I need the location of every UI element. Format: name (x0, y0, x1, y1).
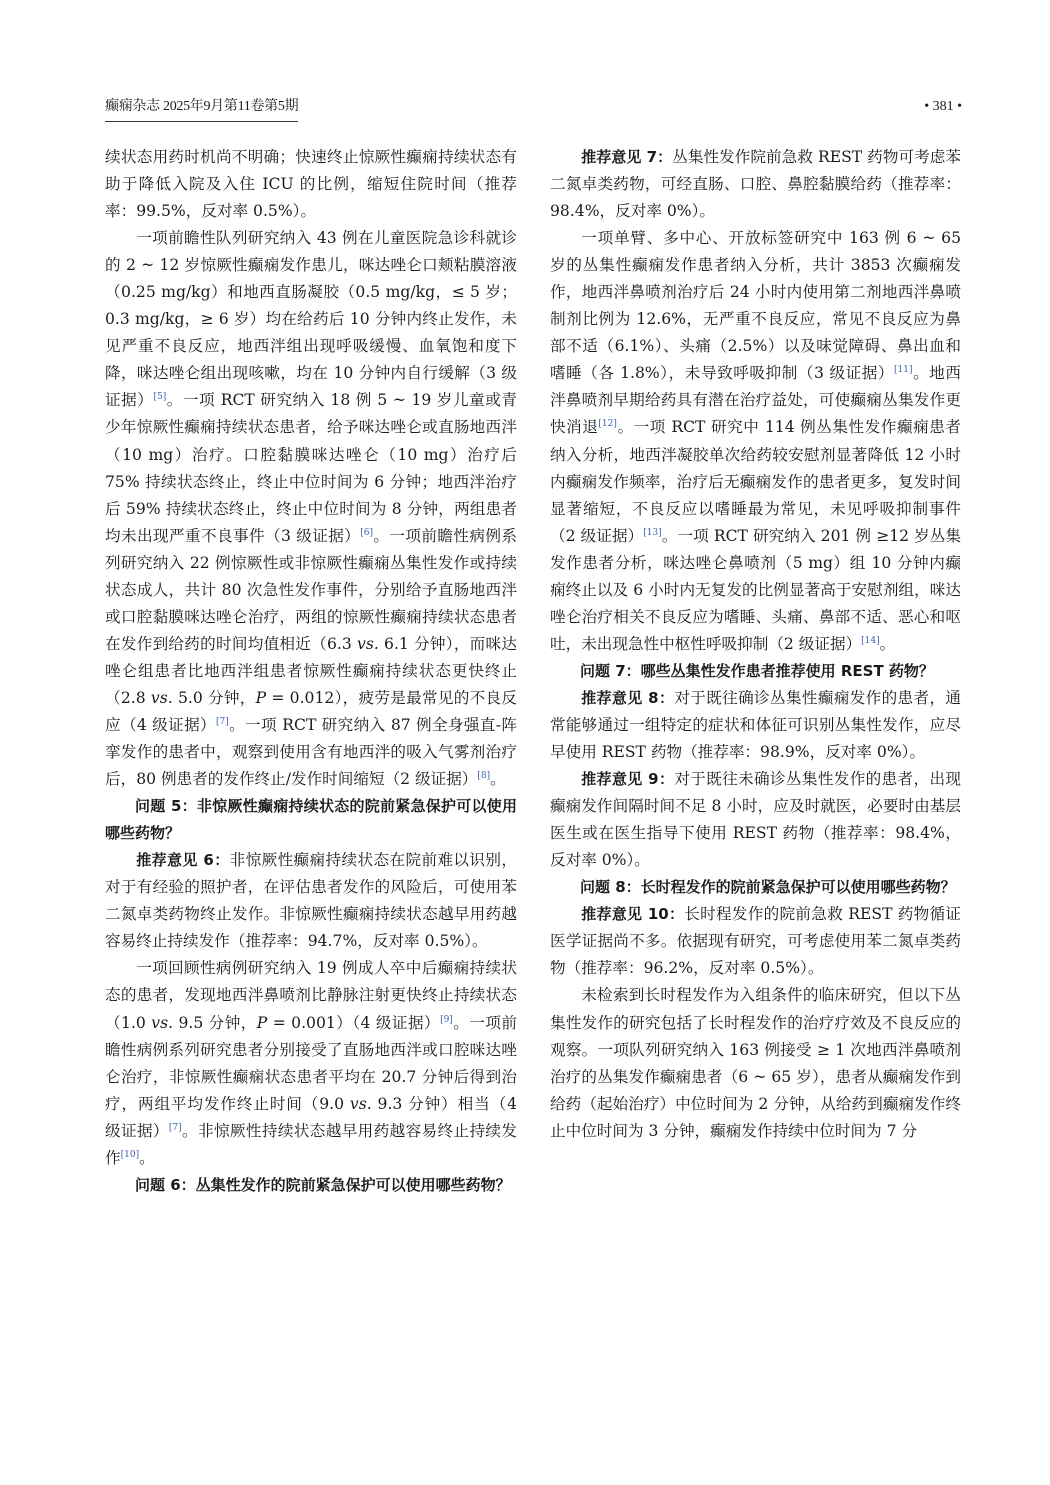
recommendation-text: 丛集性发作院前急救 REST 药物可考虑苯二氮卓类药物，可经直肠、口腔、鼻腔黏膜给药（推荐率：98.4%，反对率 0%）。 (550, 148, 961, 221)
recommendation-text: 非惊厥性癫痫持续状态在院前难以识别，对于有经验的照护者，在评估患者发作的风险后，可使用苯二氮卓类药物终止发作。非惊厥性癫痫持续状态越早用药越容易终止持续发作（推荐率：94.7%，反对率 0.5%）。 (105, 851, 517, 951)
text-run: 。一项 RCT 研究纳入 87 例全身强直-阵挛发作的患者中，观察到使用含有地西泮的吸入气雾剂治疗后，80 例患者的发作终止/发作时间缩短（2 级证据） (105, 715, 517, 789)
p-value-label: P (256, 1013, 268, 1032)
paragraph-nonconvulsive-studies (105, 955, 517, 1171)
vs-italic: vs. (349, 1094, 372, 1113)
text-run: 。非惊厥性持续状态越早用药越容易终止持续发作 (105, 1121, 517, 1167)
text-run: = 0.001）（4 级证据） (267, 1013, 441, 1032)
vs-italic: vs. (357, 634, 379, 653)
paragraph-prolonged-seizures: 未检索到长时程发作为入组条件的临床研究，但以下丛集性发作的研究包括了长时程发作的治疗疗效及不良反应的观察。一项队列研究纳入 163 例接受 ≥ 1 次地西泮鼻喷剂治疗的丛集发作癫痫患者（6 ~ 65 岁），患者从癫痫发作到给药（起始治疗）中位时间为 2 分钟，从给药到癫痫发作终止中位时间为 3 分钟，癫痫发作持续中位时间为 7 分 (550, 986, 961, 1140)
text-run: 一项前瞻性队列研究纳入 43 例在儿童医院急诊科就诊的 2 ~ 12 岁惊厥性癫痫发作患儿，咪达唑仑口颊粘膜溶液（0.25 mg/kg）和地西直肠凝胶（0.5 mg/kg，≤ 5 岁；0.3 mg/kg，≥ 6 岁）均在给药后 10 分钟内终止发作，未见严重不良反应，地西泮组出现呼吸缓慢、血氧饱和度下降，咪达唑仑组出现咳嗽，均在 10 分钟内自行缓解（3 级证据） (105, 229, 517, 410)
running-header (105, 96, 962, 126)
text-run: 一项单臂、多中心、开放标签研究中 163 例 6 ~ 65 岁的丛集性癫痫发作患者纳入分析，共计 3853 次癫痫发作，地西泮鼻喷剂治疗后 24 小时内使用第二剂地西泮鼻喷制剂比例为 12.6%，无严重不良反应，常见不良反应为鼻部不适（6.1%）、头痛（2.5%）以及味觉障碍、鼻出血和嗜睡（各 1.8%），未导致呼吸抑制（3 级证据） (550, 229, 961, 383)
recommendation-text: 长时程发作的院前急救 REST 药物循证医学证据尚不多。依据现有研究，可考虑使用苯二氮卓类药物（推荐率：96.2%，反对率 0.5%）。 (550, 905, 961, 978)
recommendation-text: 对于既往未确诊丛集性发作的患者，出现癫痫发作间隔时间不足 8 小时，应及时就医，必要时由基层医生或在医生指导下使用 REST 药物（推荐率：98.4%，反对率 0%）。 (550, 770, 961, 870)
text-run: 。地西泮鼻喷剂早期给药具有潜在治疗益处，可使癫痫丛集发作更快消退 (550, 364, 961, 437)
text-run: 6.1 分钟），而咪达唑仑组患者比地西泮组患者惊厥性癫痫持续状态更快终止（2.8 (105, 634, 517, 707)
citation-link[interactable]: [5] (153, 392, 167, 403)
citation-link[interactable]: [6] (360, 527, 373, 538)
page-number: • 381 • (924, 99, 962, 114)
question-7-heading: 问题 7：哪些丛集性发作患者推荐使用 REST 药物？ (580, 661, 934, 680)
recommendation-label: 推荐意见 9： (581, 770, 675, 789)
text-run: 。一项 RCT 研究纳入 201 例 ≥12 岁丛集发作患者分析，咪达唑仑鼻喷剂（5 mg）组 10 分钟内癫痫终止以及 6 小时内无复发的比例显著高于安慰剂组，咪达唑仑治疗相关不良反应为嗜睡、头痛、鼻部不适、恶心和呕吐，未出现急性中枢性呼吸抑制（2 级证据） (550, 526, 961, 653)
citation-link[interactable]: [10] (120, 1149, 140, 1160)
paragraph-convulsive-studies (105, 225, 517, 793)
text-run: 。 (490, 770, 506, 789)
text-run: 。一项 RCT 研究纳入 18 例 5 ~ 19 岁儿童或青少年惊厥性癫痫持续状态患者，给予咪达唑仑或直肠地西泮（10 mg）治疗。口腔黏膜咪达唑仑（10 mg）治疗后 75% 持续状态终止，终止中位时间为 6 分钟；地西泮治疗后 59% 持续状态终止，终止中位时间为 8 分钟，两组患者均未出现严重不良事件（3 级证据） (105, 391, 517, 545)
recommendation-7 (550, 144, 961, 225)
text-run: 5.0 分钟， (172, 688, 256, 707)
right-column (550, 144, 961, 1145)
recommendation-label: 推荐意见 10： (581, 905, 685, 924)
text-run: 一项回顾性病例研究纳入 19 例成人卒中后癫痫持续状态的患者，发现地西泮鼻喷剂比静脉注射更快终止持续状态（1.0 (105, 959, 517, 1032)
text-run: 。 (879, 634, 896, 653)
journal-title: 癫痫杂志 2025年9月第11卷第5期 (105, 96, 298, 122)
question-5-heading: 问题 5：非惊厥性癫痫持续状态的院前紧急保护可以使用哪些药物？ (105, 797, 517, 843)
recommendation-label: 推荐意见 8： (581, 688, 675, 707)
paragraph-continuation: 续状态用药时机尚不明确；快速终止惊厥性癫痫持续状态有助于降低入院及入住 ICU 的比例，缩短住院时间（推荐率：99.5%，反对率 0.5%）。 (105, 148, 517, 221)
paragraph-cluster-studies (550, 225, 961, 658)
recommendation-text: 对于既往确诊丛集性癫痫发作的患者，通常能够通过一组特定的症状和体征可识别丛集性发作，应尽早使用 REST 药物（推荐率：98.9%，反对率 0%）。 (550, 688, 961, 762)
citation-link[interactable]: [14] (861, 635, 880, 646)
recommendation-label: 推荐意见 7： (581, 148, 673, 166)
text-run: 。一项前瞻性病例系列研究患者分别接受了直肠地西泮或口腔咪达唑仑治疗，非惊厥性癫痫状态患者平均在 20.7 分钟后得到治疗，两组平均发作终止时间（9.0 (105, 1013, 517, 1113)
text-run: 。 (139, 1148, 155, 1167)
citation-link[interactable]: [7] (168, 1122, 182, 1133)
text-run: 。一项前瞻性病例系列研究纳入 22 例惊厥性或非惊厥性癫痫丛集性发作或持续状态成人，共计 80 次急性发作事件，分别给予直肠地西泮或口腔黏膜咪达唑仑治疗，两组的惊厥性癫痫持续状态患者在发作到给药的时间均值相近（6.3 (105, 526, 517, 653)
citation-link[interactable]: [7] (215, 716, 229, 727)
text-run: 9.5 分钟， (173, 1013, 257, 1032)
vs-italic: vs. (150, 688, 173, 707)
left-column (105, 144, 517, 1199)
citation-link[interactable]: [11] (894, 365, 913, 376)
citation-link[interactable]: [13] (643, 527, 662, 538)
recommendation-6 (105, 847, 517, 955)
recommendation-label: 推荐意见 6： (136, 851, 230, 870)
vs-italic: vs. (151, 1013, 174, 1032)
citation-link[interactable]: [8] (477, 770, 491, 781)
citation-link[interactable]: [9] (440, 1014, 453, 1025)
p-value-label: P (255, 688, 267, 707)
text-run: 9.3 分钟）相当（4 级证据） (105, 1094, 517, 1140)
citation-link[interactable]: [12] (598, 419, 617, 430)
text-run: = 0.012），疲劳是最常见的不良反应（4 级证据） (105, 688, 517, 734)
question-8-heading: 问题 8：长时程发作的院前紧急保护可以使用哪些药物？ (580, 878, 956, 897)
recommendation-9 (550, 766, 961, 874)
text-run: 。一项 RCT 研究中 114 例丛集性发作癫痫患者纳入分析，地西泮凝胶单次给药较安慰剂显著降低 12 小时内癫痫发作频率，治疗后无癫痫发作的患者更多，复发时间显著缩短，不良反应以嗜睡最为常见，未见呼吸抑制事件（2 级证据） (550, 418, 961, 545)
recommendation-8 (550, 685, 961, 766)
question-6-heading: 问题 6：丛集性发作的院前紧急保护可以使用哪些药物？ (135, 1175, 511, 1194)
recommendation-10 (550, 901, 961, 982)
